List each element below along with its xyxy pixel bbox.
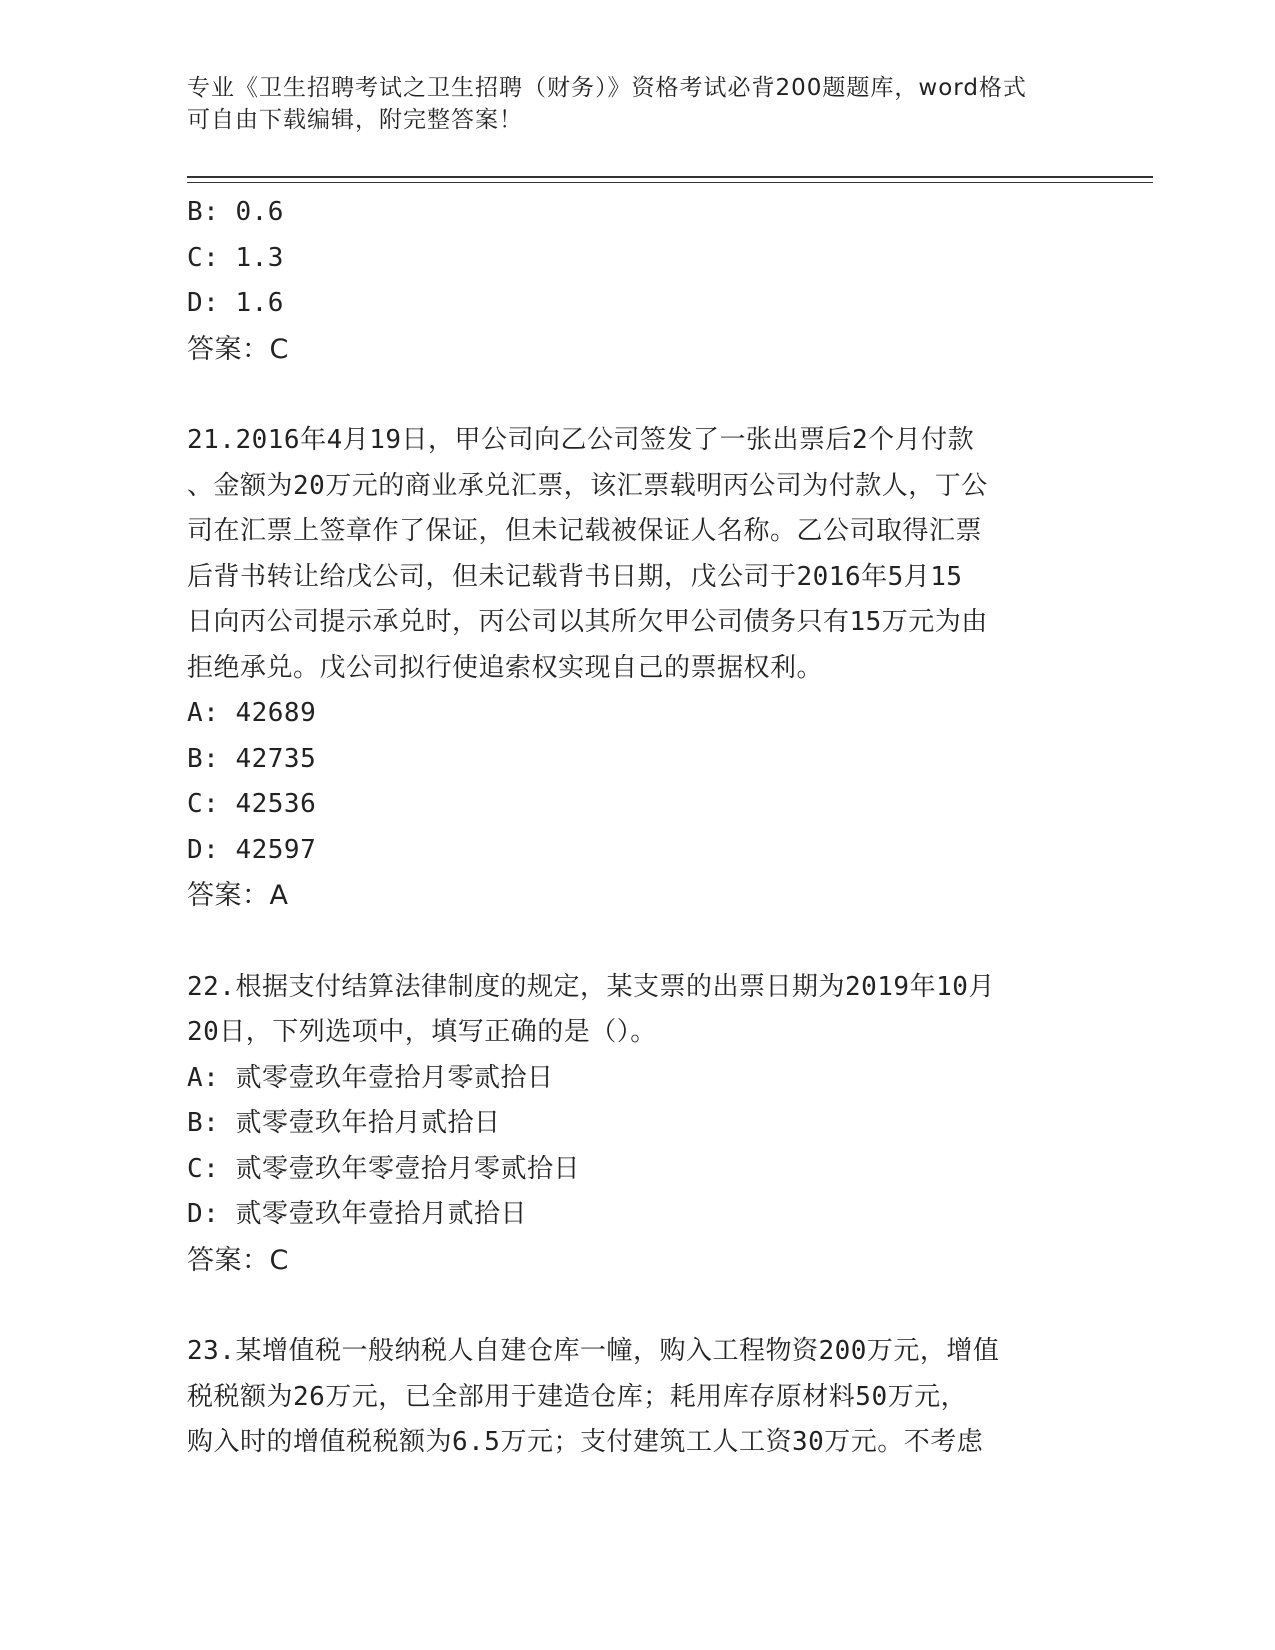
option-d: D: 贰零壹玖年壹拾月贰拾日 — [187, 1199, 527, 1229]
option-a: A: 42689 — [187, 698, 317, 728]
option-c: C: 贰零壹玖年零壹拾月零贰拾日 — [187, 1153, 580, 1184]
question-text-line: 拒绝承兑。戊公司拟行使追索权实现自己的票据权利。 — [187, 652, 824, 683]
question-text-line: 购入时的增值税税额为6.5万元；支付建筑工人工资30万元。不考虑 — [187, 1427, 984, 1457]
question-text-line: 日向丙公司提示承兑时，丙公司以其所欠甲公司债务只有15万元为由 — [187, 607, 988, 637]
option-b: B: 0.6 — [187, 197, 284, 227]
question-text-line: 税税额为26万元，已全部用于建造仓库；耗用库存原材料50万元， — [187, 1381, 968, 1412]
header-line-1: 专业《卫生招聘考试之卫生招聘（财务）》资格考试必背200题题库，word格式 — [187, 75, 1027, 101]
document-header — [187, 72, 1067, 136]
document-body — [187, 190, 1092, 1466]
answer: 答案：A — [187, 880, 289, 911]
option-d: D: 1.6 — [187, 288, 284, 318]
option-b: B: 贰零壹玖年拾月贰拾日 — [187, 1108, 501, 1138]
question-20-continued — [187, 190, 1092, 372]
option-c: C: 42536 — [187, 789, 317, 819]
question-text-line: 司在汇票上签章作了保证，但未记载被保证人名称。乙公司取得汇票 — [187, 516, 983, 546]
question-22 — [187, 965, 1092, 1284]
header-divider-thick — [187, 176, 1153, 178]
question-text-line: 22.根据支付结算法律制度的规定，某支票的出票日期为2019年10月 — [187, 971, 995, 1002]
question-text-line: 20日，下列选项中，填写正确的是（）。 — [187, 1017, 657, 1047]
option-b: B: 42735 — [187, 743, 317, 774]
question-text-line: 、金额为20万元的商业承兑汇票，该汇票载明丙公司为付款人，丁公 — [187, 470, 988, 501]
question-text-line: 21.2016年4月19日，甲公司向乙公司签发了一张出票后2个月付款 — [187, 425, 975, 455]
answer: 答案：C — [187, 333, 289, 365]
question-text-line: 23.某增值税一般纳税人自建仓库一幢，购入工程物资200万元，增值 — [187, 1336, 1000, 1366]
question-23 — [187, 1329, 1092, 1466]
answer: 答案：C — [187, 1244, 289, 1276]
question-21 — [187, 418, 1092, 919]
option-c: C: 1.3 — [187, 242, 284, 273]
question-text-line: 后背书转让给戊公司，但未记载背书日期，戊公司于2016年5月15 — [187, 561, 963, 592]
option-d: D: 42597 — [187, 834, 317, 865]
header-line-2: 可自由下载编辑，附完整答案！ — [187, 107, 523, 133]
option-a: A: 贰零壹玖年壹拾月零贰拾日 — [187, 1062, 554, 1093]
header-divider-thin — [187, 182, 1153, 183]
